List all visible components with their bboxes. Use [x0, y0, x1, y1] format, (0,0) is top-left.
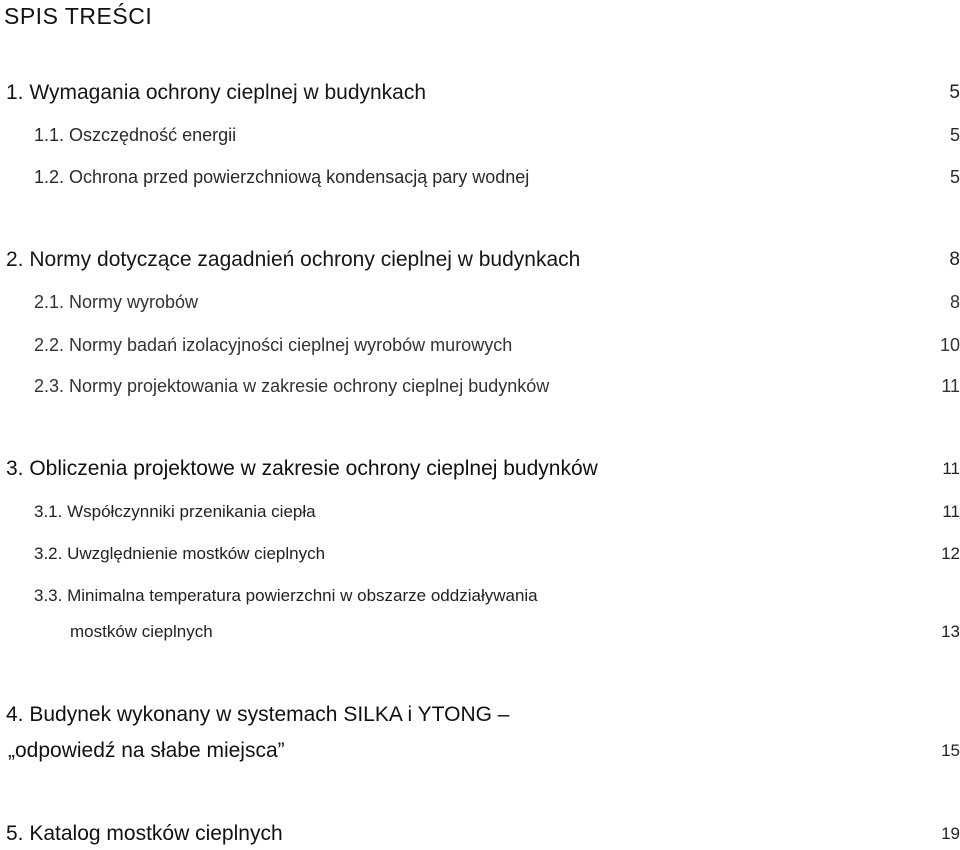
toc-entry-page: 5 [949, 125, 960, 145]
toc-entry-page: 13 [941, 622, 960, 641]
toc-entry-1[interactable] [0, 78, 960, 108]
toc-entry-2[interactable] [0, 245, 960, 275]
toc-entry-3-3[interactable] [0, 581, 960, 611]
toc-entry-label: 1.1. Oszczędność energii [34, 125, 237, 145]
toc-entry-label-cont: mostków cieplnych [70, 622, 213, 641]
toc-entry-page: 15 [941, 741, 960, 760]
toc-entry-1-1[interactable] [0, 120, 960, 150]
toc-entry-label: 5. Katalog mostków cieplnych [6, 822, 283, 845]
toc-entry-page: 11 [942, 459, 960, 478]
toc-entry-page: 5 [949, 167, 960, 187]
toc-entry-label: 3.3. Minimalna temperatura powierzchni w obszarze oddziaływania [34, 586, 538, 605]
toc-entry-label-cont: „odpowiedź na słabe miejsca” [8, 739, 285, 762]
toc-entry-label: 3. Obliczenia projektowe w zakresie ochrony cieplnej budynków [6, 457, 598, 480]
page-title: SPIS TREŚCI [4, 3, 153, 29]
toc-entry-label: 2.2. Normy badań izolacyjności cieplnej wyrobów murowych [34, 335, 513, 355]
toc-entry-page: 11 [942, 502, 960, 521]
toc-entry-4[interactable] [0, 700, 960, 730]
toc-entry-5[interactable] [0, 819, 960, 849]
toc-entry-label: 3.1. Współczynniki przenikania ciepła [34, 502, 316, 521]
toc-entry-label: 1.2. Ochrona przed powierzchniową kondensacją pary wodnej [34, 167, 530, 187]
toc-entry-label: 2. Normy dotyczące zagadnień ochrony cieplnej w budynkach [6, 248, 581, 271]
toc-entry-page: 12 [941, 544, 960, 563]
toc-entry-label: 2.3. Normy projektowania w zakresie ochrony cieplnej budynków [34, 376, 550, 396]
toc-entry-page: 10 [939, 335, 960, 355]
toc-entry-page: 5 [949, 82, 960, 103]
toc-entry-label: 1. Wymagania ochrony cieplnej w budynkach [6, 81, 427, 104]
toc-entry-page: 8 [949, 249, 960, 270]
toc-entry-4-cont[interactable] [0, 736, 960, 766]
toc-entry-label: 3.2. Uwzględnienie mostków cieplnych [34, 544, 326, 563]
toc-entry-3[interactable] [0, 454, 960, 484]
toc-entry-3-3-cont[interactable] [0, 617, 960, 647]
toc-entry-page: 19 [941, 824, 960, 843]
toc-entry-1-2[interactable] [0, 162, 960, 192]
toc-entry-page: 8 [949, 292, 960, 312]
toc-entry-3-2[interactable] [0, 539, 960, 569]
toc-entry-label: 2.1. Normy wyrobów [34, 292, 199, 312]
toc-entry-3-1[interactable] [0, 497, 960, 527]
toc-entry-page: 11 [941, 376, 960, 396]
toc-entry-2-2[interactable] [0, 330, 960, 360]
toc-entry-2-1[interactable] [0, 287, 960, 317]
toc-entry-2-3[interactable] [0, 371, 960, 401]
toc-entry-label: 4. Budynek wykonany w systemach SILKA i YTONG – [6, 703, 510, 726]
